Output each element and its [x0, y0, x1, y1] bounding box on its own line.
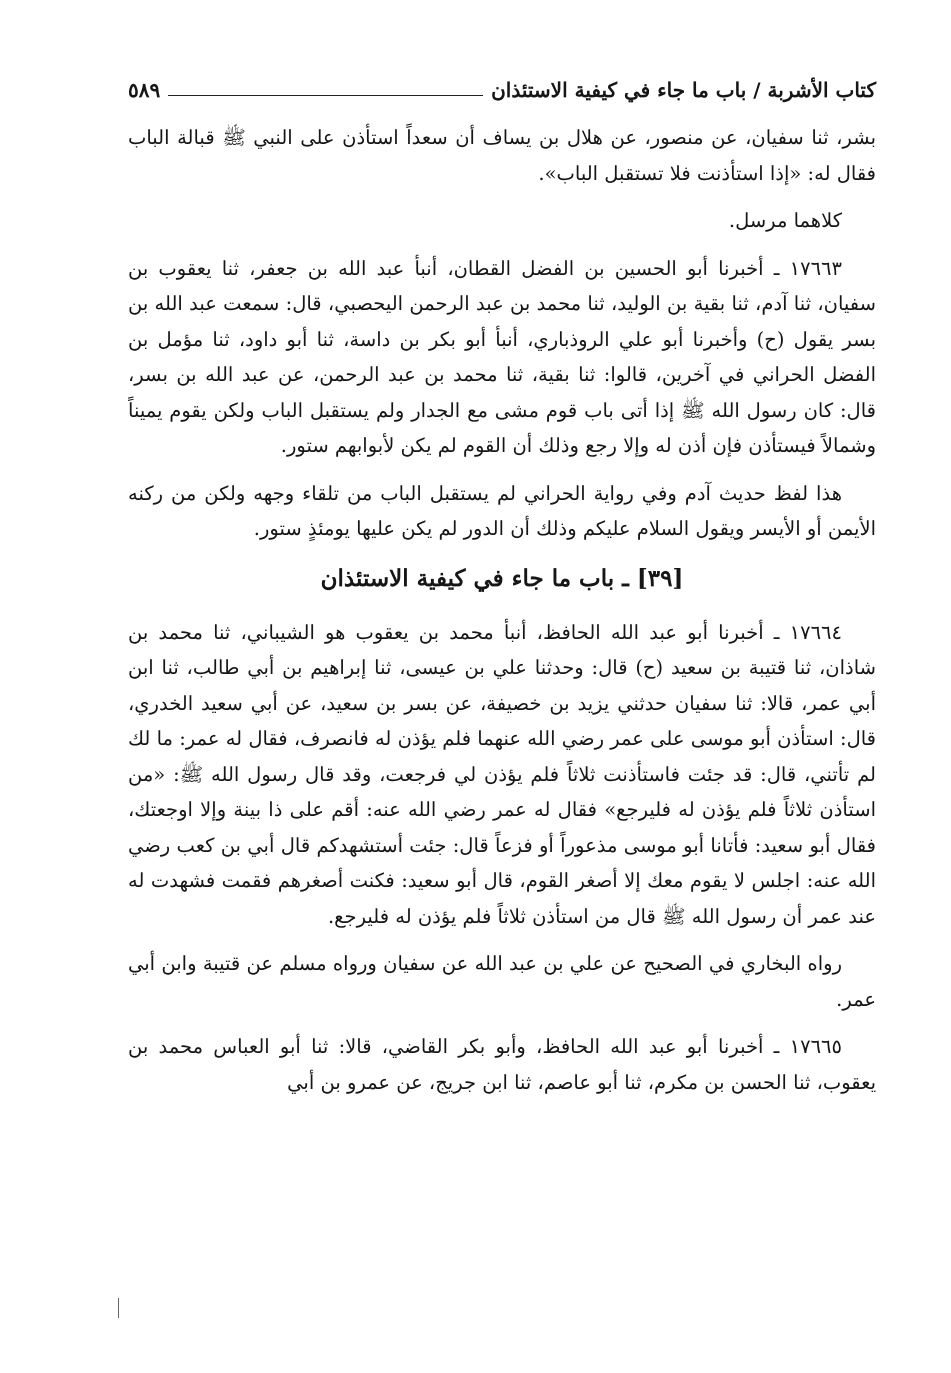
margin-mark [118, 1298, 119, 1318]
header-title: كتاب الأشربة / باب ما جاء في كيفية الاستئذان [491, 78, 876, 102]
page-number: ٥٨٩ [128, 78, 161, 102]
header-rule [168, 95, 483, 96]
paragraph-narration-note: رواه البخاري في الصحيح عن علي بن عبد الله عن سفيان ورواه مسلم عن قتيبة وابن أبي عمر. [128, 952, 876, 1011]
running-header [128, 72, 876, 108]
paragraph-verdict: كلاهما مرسل. [728, 209, 842, 232]
paragraph-hadith-17664: ١٧٦٦٤ ـ أخبرنا أبو عبد الله الحافظ، أنبأ محمد بن يعقوب هو الشيباني، ثنا محمد بن شاذان، ثنا قتيبة بن سعيد (ح) قال: وحدثنا علي بن عيسى، ثنا إبراهيم بن أبي طالب، ثنا ابن أبي عمر، قالا: ثنا سفيان حدثني يزيد بن خصيفة، عن بسر بن سعيد، عن أبي سعيد الخدري، قال: استأذن أبو موسى على عمر رضي الله عنهما فلم يؤذن له فانصرف، فقال له عمر: ما لك لم تأتني، قال: قد جئت فاستأذنت ثلاثاً فلم يؤذن لي فرجعت، وقد قال رسول الله ﷺ: «من استأذن ثلاثاً فلم يؤذن له فليرجع» فقال له عمر رضي الله عنه: أقم على ذا بينة وإلا اوجعتك، فقال أبو سعيد: فأتانا أبو موسى مذعوراً أو فزعاً قال: جئت أستشهدكم قال أبي بن كعب رضي الله عنه: اجلس لا يقوم معك إلا أصغر القوم، قال أبو سعيد: فكنت أصغرهم فقمت فشهدت له عند عمر أن رسول الله ﷺ قال من استأذن ثلاثاً فلم يؤذن له فليرجع. [128, 620, 876, 928]
page-body [128, 120, 876, 1100]
paragraph-hadith-17663: ١٧٦٦٣ ـ أخبرنا أبو الحسين بن الفضل القطان، أنبأ عبد الله بن جعفر، ثنا يعقوب بن سفيان، ثنا آدم، ثنا بقية بن الوليد، ثنا محمد بن عبد الرحمن اليحصبي، قال: سمعت عبد الله بن بسر يقول (ح) وأخبرنا أبو علي الروذباري، أنبأ أبو بكر بن داسة، ثنا أبو داود، ثنا مؤمل بن الفضل الحراني في آخرين، قالوا: ثنا بقية، ثنا محمد بن عبد الرحمن، عن عبد الله بن بسر، قال: كان رسول الله ﷺ إذا أتى باب قوم مشى مع الجدار ولم يستقبل الباب ولكن يقوم يميناً وشمالاً فيستأذن فإن أذن له وإلا رجع وذلك أن القوم لم يكن لأبوابهم ستور. [128, 256, 876, 457]
paragraph-hadith-17665: ١٧٦٦٥ ـ أخبرنا أبو عبد الله الحافظ، وأبو بكر القاضي، قالا: ثنا أبو العباس محمد بن يعقوب، ثنا الحسن بن مكرم، ثنا أبو عاصم، ثنا ابن جريج، عن عمرو بن أبي [128, 1035, 876, 1094]
paragraph-continuation: بشر، ثنا سفيان، عن منصور، عن هلال بن يساف أن سعداً استأذن على النبي ﷺ قبالة الباب فقال له: «إذا استأذنت فلا تستقبل الباب». [128, 126, 876, 185]
document-page [128, 72, 876, 1112]
section-heading: [٣٩] ـ باب ما جاء في كيفية الاستئذان [320, 564, 684, 592]
paragraph-commentary: هذا لفظ حديث آدم وفي رواية الحراني لم يستقبل الباب من تلقاء وجهه ولكن من ركنه الأيمن أو الأيسر ويقول السلام عليكم وذلك أن الدور لم يكن عليها يومئذٍ ستور. [128, 481, 876, 540]
